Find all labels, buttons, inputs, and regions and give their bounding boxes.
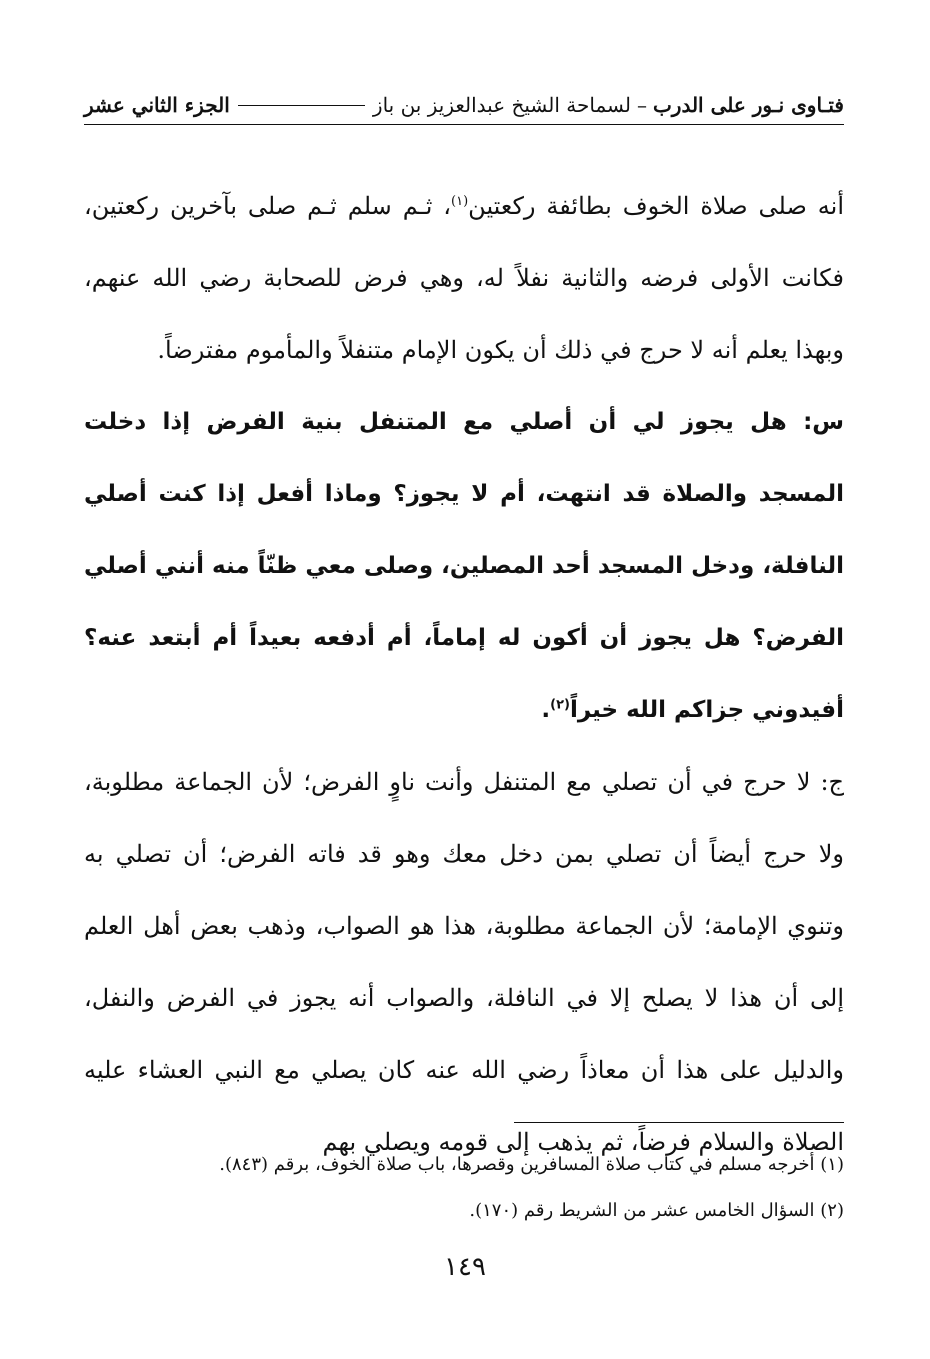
intro-text-start: أنه صلى صلاة الخوف بطائفة ركعتين [468, 192, 844, 220]
footnotes [84, 1142, 844, 1234]
intro-text-end: ، ثـم سلم ثـم صلى بآخرين ركعتين، فكانت الأولى فرضه والثانية نفلاً له، وهي فرض للصحابة رضي الله عنهم، وبهذا يعلم أنه لا حرج في ذلك أن يكون الإمام متنفلاً والمأموم مفترضاً. [84, 192, 844, 364]
footnote-1-marker: (١) [820, 1154, 844, 1175]
footnote-2-marker: (٢) [820, 1200, 844, 1221]
page-number: ١٤٩ [444, 1252, 486, 1282]
footnote-1-text: أخرجه مسلم في كتاب صلاة المسافرين وقصرها، باب صلاة الخوف، برقم (٨٤٣). [219, 1154, 815, 1175]
footnote-ref-2: (٢) [550, 697, 570, 713]
running-header [84, 88, 844, 122]
header-book-title: فتـاوى نـور على الدرب [652, 93, 844, 117]
main-text [84, 170, 844, 1178]
question-text-end: . [541, 697, 551, 723]
header-part-label: الجزء الثاني عشر [84, 93, 230, 117]
header-separator: – [636, 93, 647, 117]
answer-paragraph [84, 746, 844, 1178]
intro-paragraph [84, 170, 844, 386]
question-text: هل يجوز لي أن أصلي مع المتنفل بنية الفرض إذا دخلت المسجد والصلاة قد انتهت، أم لا يجوز؟ وماذا أفعل إذا كنت أصلي النافلة، ودخل المسجد أحد المصلين، وصلى معي ظنّاً منه أنني أصلي الفرض؟ هل يجوز أن أكون له إماماً، أم أدفعه بعيداً أم أبتعد عنه؟ أفيدوني جزاكم الله خيراً [84, 409, 844, 723]
footnote-1 [84, 1142, 844, 1188]
header-author: لسماحة الشيخ عبدالعزيز بن باز [372, 93, 631, 117]
footnote-2 [84, 1188, 844, 1234]
question-paragraph [84, 386, 844, 746]
footnote-2-text: السؤال الخامس عشر من الشريط رقم (١٧٠). [469, 1200, 815, 1221]
question-label: س: [803, 409, 844, 435]
answer-label: ج: [820, 768, 845, 796]
answer-text: لا حرج في أن تصلي مع المتنفل وأنت ناوٍ الفرض؛ لأن الجماعة مطلوبة، ولا حرج أيضاً أن تصلي بمن دخل معك وهو قد فاته الفرض؛ أن تصلي به وتنوي الإمامة؛ لأن الجماعة مطلوبة، هذا هو الصواب، وذهب بعض أهل العلم إلى أن هذا لا يصلح إلا في النافلة، والصواب أنه يجوز في الفرض والنفل، والدليل على هذا أن معاذاً رضي الله عنه كان يصلي مع النبي العشاء عليه الصلاة والسلام فرضاً، ثم يذهب إلى قومه ويصلي بهم [84, 768, 844, 1156]
header-rule [84, 124, 844, 125]
header-dash-line [238, 105, 365, 106]
footnote-ref-1: (١) [451, 194, 469, 209]
footnote-rule [514, 1122, 844, 1123]
